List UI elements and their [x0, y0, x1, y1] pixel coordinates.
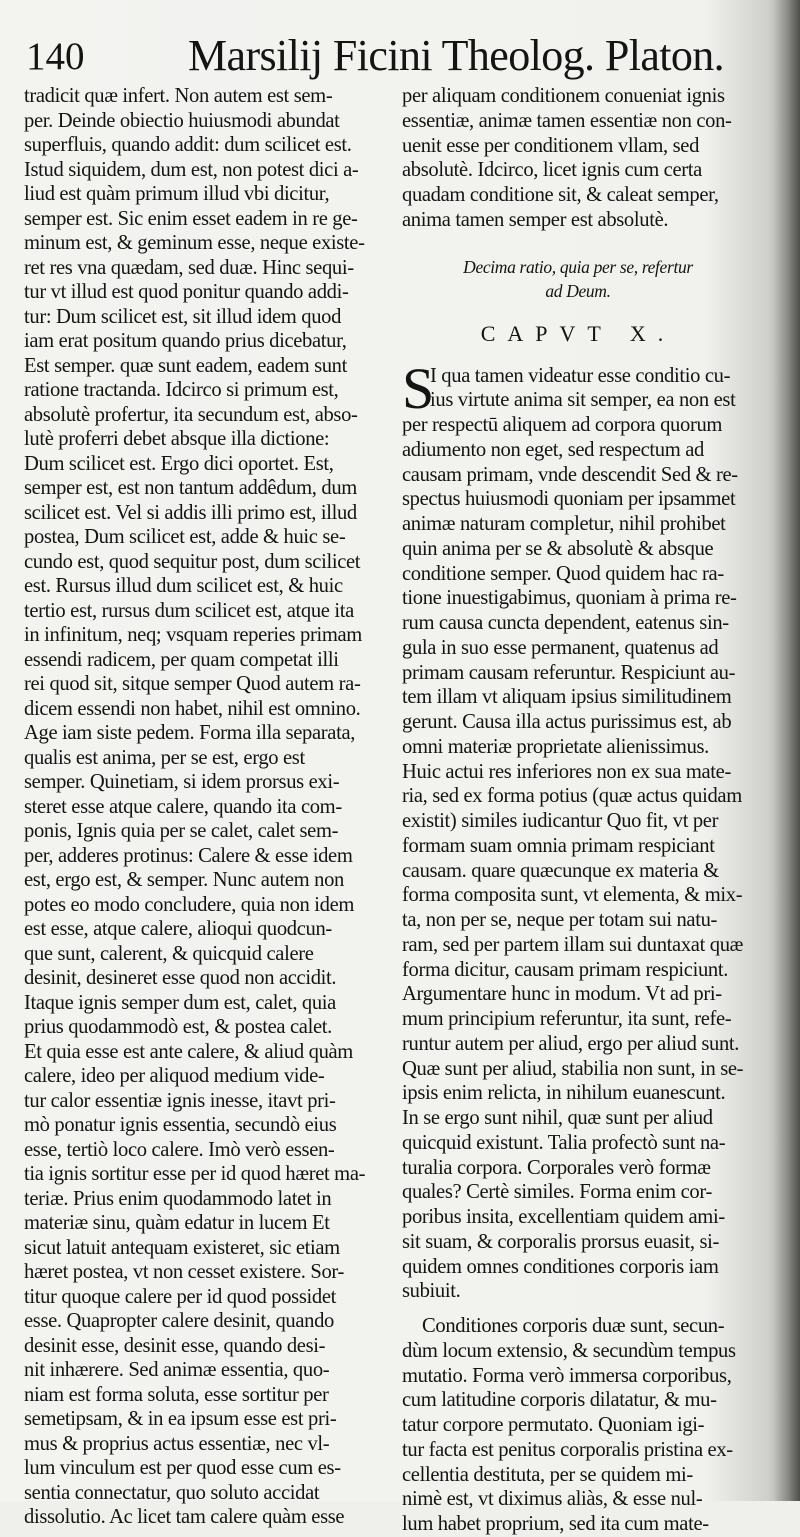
text-line: Istud siquidem, dum est, non potest dici a-: [24, 158, 359, 181]
text-line: Et quia esse est ante calere, & aliud quàm: [24, 1040, 353, 1063]
text-line: tione inuestigabimus, quoniam à prima re-: [402, 587, 737, 610]
text-line: Itaque ignis semper dum est, calet, quia: [24, 991, 336, 1014]
text-line: que sunt, calerent, & quicquid calere: [24, 942, 314, 965]
text-line: iam erat positum quando prius dicebatur,: [24, 330, 347, 352]
text-line: gerunt. Causa illa actus purissimus est, ab: [402, 711, 732, 733]
text-line: lutè proferri debet absque illa dictione:: [24, 428, 330, 450]
text-line: lum habet proprium, sed ita cum mate-: [402, 1513, 709, 1535]
text-line: materiæ sinu, quàm edatur in lucem Et: [24, 1212, 330, 1234]
text-line: essendi radicem, per quam competat illi: [24, 648, 339, 671]
text-line: quales? Certè similes. Forma enim cor-: [402, 1181, 712, 1204]
text-line: dissolutio. Ac licet tam calere quàm esse: [24, 1506, 345, 1528]
text-line: Dum scilicet est. Ergo dici oportet. Est,: [24, 452, 334, 475]
text-line: postea, Dum scilicet est, adde & huic se-: [24, 526, 346, 548]
text-line: superfluis, quando addit: dum scilicet est.: [24, 134, 352, 156]
text-line: sicut latuit antequam existeret, sic etiam: [24, 1236, 340, 1259]
text-line: essentiæ, animæ tamen essentiæ non con-: [402, 109, 732, 132]
text-line: nit inhærere. Sed animæ essentia, quo-: [24, 1359, 330, 1381]
left-column: [24, 84, 392, 1530]
text-line: liud est quàm primum illud vbi dicitur,: [24, 183, 330, 205]
text-line: ta, non per se, neque per totam sui natu-: [402, 909, 718, 931]
text-line: turalia corpora. Corporales verò formæ: [402, 1156, 711, 1179]
text-line: mutatio. Forma verò immersa corporibus,: [402, 1364, 732, 1387]
running-title: Marsilij Ficini Theolog. Platon.: [188, 31, 725, 80]
text-line: adiumento non eget, sed respectum ad: [402, 438, 704, 461]
text-line: omni materiæ proprietate alienissimus.: [402, 735, 709, 758]
page-number: 140: [26, 35, 85, 78]
text-line: desinit, desineret esse quod non accidit.: [24, 967, 337, 989]
text-line: rum causa cuncta dependent, eatenus sin-: [402, 612, 729, 634]
text-line: quicquid existunt. Talia profectò sunt na-: [402, 1131, 726, 1154]
text-line: potes eo modo concludere, quia non idem: [24, 893, 355, 916]
text-line: Conditiones corporis duæ sunt, secun-: [422, 1315, 725, 1337]
text-line: Age iam siste pedem. Forma illa separata,: [24, 722, 356, 744]
text-line: tur vt illud est quod ponitur quando addi-: [24, 281, 349, 303]
text-line: tertio est, rursus dum scilicet est, atque ita: [24, 599, 354, 622]
text-line: tia ignis sortitur esse per id quod hæret ma-: [24, 1163, 366, 1185]
chapter-title: CAPVT X.: [480, 320, 676, 346]
text-line: causam. quare quæcunque ex materia &: [402, 859, 719, 882]
text-line: in infinitum, neq; vsquam reperies primam: [24, 624, 362, 646]
text-line: teriæ. Prius enim quodammodo latet in: [24, 1187, 332, 1210]
text-line: semper est, est non tantum addêdum, dum: [24, 477, 357, 499]
text-line: ipsis enim relicta, in nihilum euanescunt.: [402, 1082, 726, 1105]
text-line: sentia connectatur, quo soluto accidat: [24, 1481, 320, 1504]
text-line: tatur corpore permutato. Quoniam igi-: [402, 1414, 705, 1436]
text-line: anima tamen semper est absolutè.: [402, 208, 669, 231]
text-line: cundo est, quod sequitur post, dum scilicet: [24, 550, 361, 573]
text-line: ratione tractanda. Idcirco si primum est,: [24, 379, 339, 401]
text-line: Huic actui res inferiores non ex sua mate-: [402, 760, 731, 783]
text-line: runtur autem per aliud, ergo per aliud sunt.: [402, 1032, 740, 1055]
text-line: per respectū aliquem ad corpora quorum: [402, 414, 723, 436]
text-line: calere, ideo per aliquod medium vide-: [24, 1065, 325, 1087]
text-line: desinit esse, desinit esse, quando desi-: [24, 1334, 326, 1357]
text-line: per, adderes protinus: Calere & esse idem: [24, 844, 353, 867]
text-line: scilicet est. Vel si addis illi primo est, illud: [24, 501, 357, 524]
text-line: lum vinculum est per quod esse cum es-: [24, 1457, 341, 1479]
text-line: dicem essendi non habet, nihil est omnino.: [24, 697, 361, 720]
text-line: semper est. Sic enim esset eadem in re ge-: [24, 207, 358, 230]
page-edge-shadow: [774, 0, 800, 1501]
text-line: tur calor essentiæ ignis inesse, itavt pri-: [24, 1089, 336, 1112]
text-line: hæret postea, vt non cesset existere. Sor-: [24, 1261, 345, 1283]
text-line: tur facta est penitus corporalis pristina ex-: [402, 1438, 733, 1461]
text-line: sit suam, & corporalis prorsus euasit, si-: [402, 1230, 720, 1253]
text-line: est, ergo est, & semper. Nunc autem non: [24, 869, 344, 891]
text-line: per aliquam conditionem conueniat ignis: [402, 85, 725, 107]
text-line: qualis est anima, per se est, ergo est: [24, 746, 305, 769]
text-line: Quæ sunt per aliud, stabilia non sunt, in se-: [402, 1057, 744, 1080]
text-line: ret res vna quædam, sed duæ. Hinc sequi-: [24, 256, 354, 279]
text-line: minum est, & geminum esse, neque existe-: [24, 232, 365, 254]
text-line: animæ naturam completur, nihil prohibet: [402, 513, 726, 535]
text-line: cum latitudine corporis dilatatur, & mu-: [402, 1389, 717, 1412]
text-line: quadam conditione sit, & caleat semper,: [402, 184, 719, 206]
text-line: ponis, Ignis quia per se calet, calet sem-: [24, 820, 339, 842]
text-line: gula in suo esse permanent, quatenus ad: [402, 636, 719, 659]
text-line: primam causam referuntur. Respiciunt au-: [402, 661, 736, 684]
text-line: spectus huiusmodi quoniam per ipsammet: [402, 488, 736, 511]
text-line: formam suam omnia primam respiciant: [402, 834, 715, 857]
text-line: nimè est, vt diximus aliàs, & esse nul-: [402, 1488, 703, 1511]
text-line: est. Rursus illud dum scilicet est, & huic: [24, 575, 343, 597]
text-line: quin anima per se & absolutè & absque: [402, 537, 714, 560]
text-line: mus & proprius actus essentiæ, nec vl-: [24, 1432, 330, 1455]
text-line: forma dicitur, causam primam respiciunt.: [402, 958, 729, 981]
text-line: Est semper. quæ sunt eadem, eadem sunt: [24, 354, 347, 377]
text-line: tem illam vt aliquam ipsius similitudinem: [402, 686, 732, 709]
text-line: esse. Quapropter calere desinit, quando: [24, 1310, 335, 1332]
text-line: tur: Dum scilicet est, sit illud idem quod: [24, 305, 342, 328]
text-line: niam est forma soluta, esse sortitur per: [24, 1383, 329, 1406]
text-line-content: I qua tamen videatur esse conditio cu-: [430, 364, 731, 387]
text-line: In se ergo sunt nihil, quæ sunt per aliud: [402, 1107, 713, 1129]
text-line: Argumentare hunc in modum. Vt ad pri-: [402, 983, 722, 1006]
text-line: semetipsam, & in ea ipsum esse est pri-: [24, 1408, 337, 1430]
text-line: mò ponatur ignis essentia, secundò eius: [24, 1114, 337, 1136]
text-line: absolutè profertur, ita secundum est, abso-: [24, 403, 358, 426]
text-line: ius virtute anima sit semper, ea non est: [430, 389, 736, 412]
text-line: conditione semper. Quod quidem hac ra-: [402, 562, 724, 585]
text-line: poribus insita, excellentiam quidem ami-: [402, 1206, 725, 1228]
text-line: cellentia destituta, per se quidem mi-: [402, 1463, 693, 1486]
text-line: ram, sed per partem illam sui duntaxat quæ: [402, 933, 744, 956]
text-line: quidem omnes conditiones corporis iam: [402, 1255, 719, 1278]
text-line: titur quoque calere per id quod possidet: [24, 1285, 336, 1308]
text-line: steret esse atque calere, quando ita com-: [24, 795, 342, 818]
text-line: esse, tertiò loco calere. Imò verò essen-: [24, 1138, 335, 1161]
text-line: subiuit.: [402, 1280, 461, 1303]
text-line: uenit esse per conditionem vllam, sed: [402, 134, 700, 157]
text-line: existit) similes iudicantur Quo fit, vt per: [402, 810, 719, 832]
text-line: per. Deinde obiectio huiusmodi abundat: [24, 109, 340, 132]
text-line: tradicit quæ infert. Non autem est sem-: [24, 85, 333, 107]
text-line: est esse, atque calere, alioqui quodcun-: [24, 918, 332, 940]
right-column: [402, 84, 754, 1537]
page-header: [22, 22, 762, 84]
text-line: mum principium referuntur, ita sunt, refe-: [402, 1008, 732, 1030]
text-line: absolutè. Idcirco, licet ignis cum certa: [402, 159, 702, 182]
text-line: ria, sed ex forma potius (quæ actus quidam: [402, 785, 742, 808]
text-line: dùm locum extensio, & secundùm tempus: [402, 1339, 736, 1362]
text-line: causam primam, vnde descendit Sed & re-: [402, 463, 738, 486]
section-heading-continued: ad Deum.: [545, 281, 611, 301]
text-line: rei quod sit, sitque semper Quod autem ra-: [24, 673, 361, 695]
text-line: forma composita sunt, vt elementa, & mix-: [402, 884, 743, 907]
text-line: semper. Quinetiam, si idem prorsus exi-: [24, 771, 340, 793]
section-heading: Decima ratio, quia per se, refertur: [463, 256, 693, 277]
text-line: prius quodammodò est, & postea calet.: [24, 1016, 332, 1038]
drop-cap: S: [402, 355, 434, 421]
